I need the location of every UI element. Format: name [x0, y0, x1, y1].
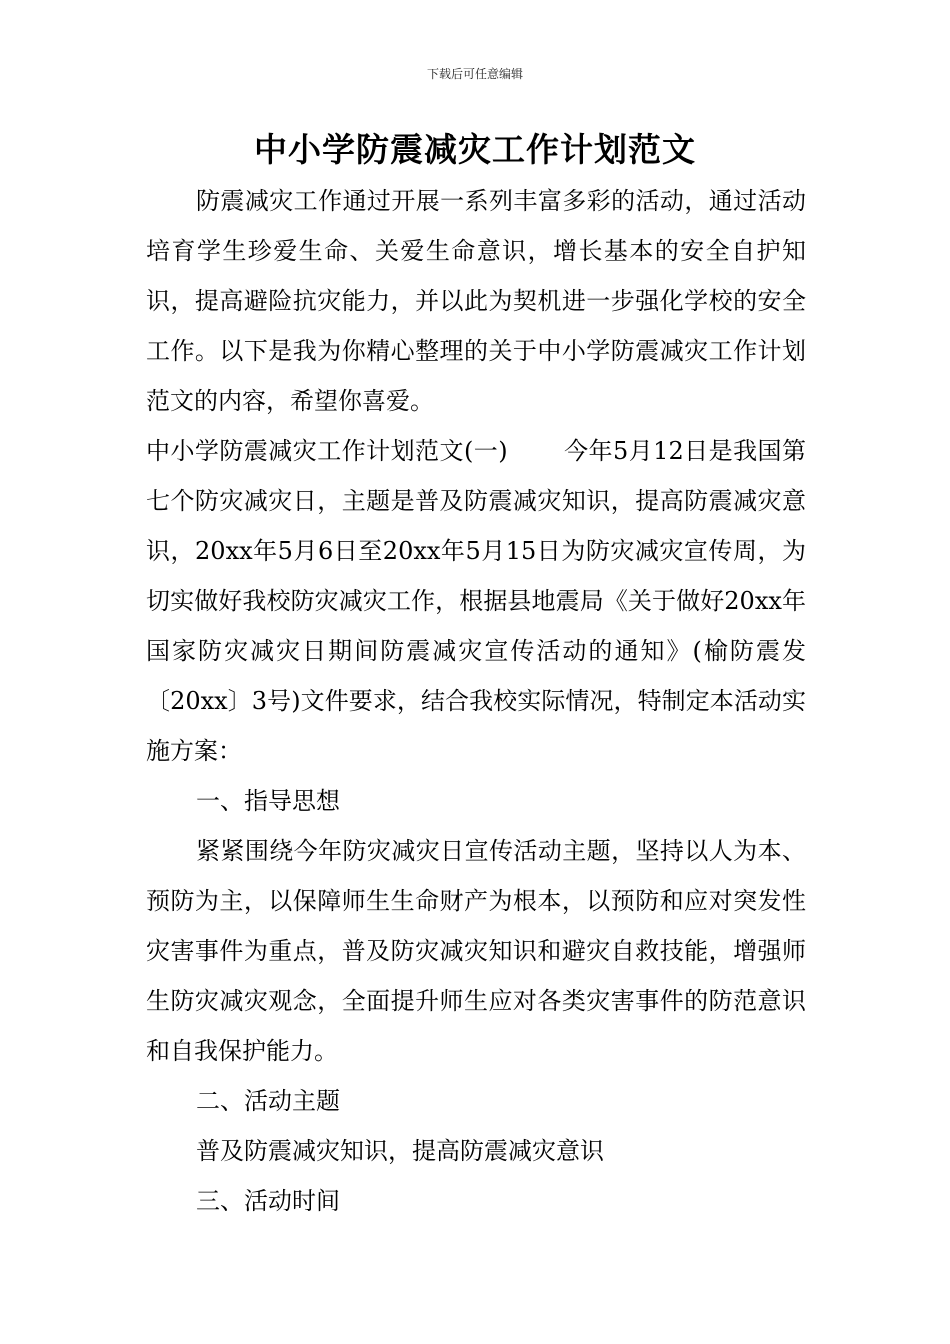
section-one-paragraph	[146, 426, 806, 776]
document-title: 中小学防震减灾工作计划范文	[254, 130, 696, 169]
document-body	[146, 176, 806, 1226]
heading-activity-time: 三、活动时间	[196, 1187, 340, 1215]
header-note: 下载后可任意编辑	[426, 67, 523, 81]
heading-guiding-thought: 一、指导思想	[196, 787, 340, 815]
section-one-title: 中小学防震减灾工作计划范文(一)	[146, 437, 508, 465]
guiding-thought-paragraph: 紧紧围绕今年防灾减灾日宣传活动主题，坚持以人为本、预防为主，以保障师生生命财产为根本，以预防和应对突发性灾害事件为重点，普及防灾减灾知识和避灾自救技能，增强师生防灾减灾观念，全面提升师生应对各类灾害事件的防范意识和自我保护能力。	[146, 837, 806, 1065]
heading-activity-theme: 二、活动主题	[196, 1087, 340, 1115]
intro-paragraph: 防震减灾工作通过开展一系列丰富多彩的活动，通过活动培育学生珍爱生命、关爱生命意识，增长基本的安全自护知识，提高避险抗灾能力，并以此为契机进一步强化学校的安全工作。以下是我为你精心整理的关于中小学防震减灾工作计划范文的内容，希望你喜爱。	[146, 187, 806, 415]
section-one-text: 今年5月12日是我国第七个防灾减灾日，主题是普及防震减灾知识，提高防震减灾意识，20xx年5月6日至20xx年5月15日为防灾减灾宣传周，为切实做好我校防灾减灾工作，根据县地震局《关于做好20xx年国家防灾减灾日期间防震减灾宣传活动的通知》(榆防震发〔20xx〕3号)文件要求，结合我校实际情况，特制定本活动实施方案：	[146, 437, 806, 765]
activity-theme-paragraph: 普及防震减灾知识，提高防震减灾意识	[196, 1137, 604, 1165]
